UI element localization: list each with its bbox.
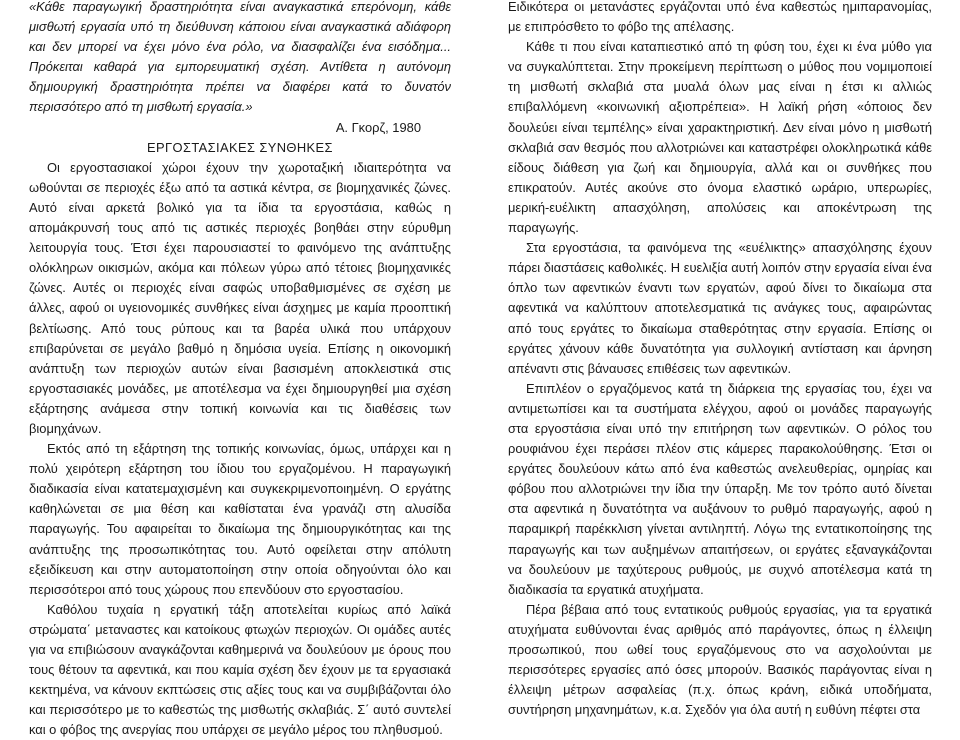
left-paragraph-1: Οι εργοστασιακοί χώροι έχουν την χωροταξική ιδιαιτερότητα να ωθούνται σε περιοχές έξω από τα αστικά κέντρα, σε βιομηχανικές ζώνες. Αυτό είναι αρκετά βολικό για τα ίδια τα εργοστάσια, καθώς η απομάκρυνσή τους από τις αστικές περιοχές βοηθάει στην εύρυθμη λειτουργία τους. Έτσι έχει παρουσιαστεί το φαινόμενο της ανάπτυξης ολόκληρων οικισμών, ακόμα και πόλεων γύρω από τέτοιες βιομηχανικές ζώνες. Αυτές οι περιοχές είναι σαφώς υποβαθμισμένες σε σχέση με άλλες, αφού οι υγειονομικές συνθήκες είναι άσχημες με καμία προοπτική βελτίωσης. Από τους ρύπους και τα βαρέα υλικά που υπάρχουν επιβαρύνεται σε μεγάλο βαθμό η δημόσια υγεία. Επίσης η οικονομική ανάπτυξη των περιοχών αυτών είναι βασισμένη αποκλειστικά στις εργοστασιακές μονάδες, με αποτέλεσμα να έχει δημιουργηθεί μια σχέση εξάρτησης ανάμεσα στην τοπική κοινωνία και τις διαθέσεις των βιομηχάνων. [29, 159, 451, 436]
right-column [508, 0, 932, 720]
epigraph-quote: «Κάθε παραγωγική δραστηριότητα είναι αναγκαστικά επερόνομη, κάθε μισθωτή εργασία υπό τη διεύθυνση κάποιου είναι αναγκαστικά αδιάφορη και δεν μπορεί να έχει μόνο ένα ρόλο, να διασφαλίζει ένα εισόδημα... Πρόκειται καθαρά για εμπορευματική σχέση. Αντίθετα η αυτόνομη δημιουργική δραστηριότητα πρέπει να διαφέρει κατά το δυνατόν περισσότερο από τη μισθωτή εργασία.» [29, 0, 451, 115]
left-column [29, 0, 451, 740]
quote-attribution: Α. Γκορζ, 1980 [335, 119, 421, 135]
right-paragraph-4: Επιπλέον ο εργαζόμενος κατά τη διάρκεια της εργασίας του, έχει να αντιμετωπίσει και τα συστήματα ελέγχου, αφού οι μονάδες παραγωγής στα εργοστάσια είναι υπό την επιτήρηση των αφεντικών. Ο ρόλος του ρουφιάνου έχει περάσει πλέον στις κάμερες παρακολούθησης. Έτσι οι εργάτες δουλεύουν κάτω από ένα καθεστώς ανελευθερίας, ομηρίας και φόβου που αλλοτριώνει την ίδια την ύπαρξη. Με τον τρόπο αυτό δίνεται στα αφεντικά η δυνατότητα να αυξάνουν το ρυθμό παραγωγής, αφού η παραμικρή παρέκκλιση γίνεται αντιληπτή. Λόγω της εντατικοποίησης της παραγωγής και των αυξημένων απαιτήσεων, οι εργάτες εξαναγκάζονται να δουλεύουν με ταχύτερους ρυθμούς, με συχνό αποτέλεσμα κατά τη διαδικασία τα εργατικά ατυχήματα. [508, 380, 932, 597]
right-paragraph-3: Στα εργοστάσια, τα φαινόμενα της «ευέλικτης» απασχόλησης έχουν πάρει διαστάσεις καθολικές. Η ευελιξία αυτή λοιπόν στην εργασία είναι ένα όπλο των αφεντικών έναντι των εργατών, αφού δίνει το δικαίωμα στα αφεντικά να καλύπτουν αποτελεσματικά τις ανάγκες τους, αφαιρώντας από τους εργάτες το δικαίωμα σταθερότητας στην εργασία. Επίσης οι εργάτες χάνουν κάθε δυνατότητα για συλλογική αντίσταση και άρνηση απέναντι στις βάναυσες επιθέσεις των αφεντικών. [508, 240, 932, 376]
left-paragraph-2: Εκτός από τη εξάρτηση της τοπικής κοινωνίας, όμως, υπάρχει και η πολύ χειρότερη εξάρτηση του ίδιου του εργαζομένου. Η παραγωγική διαδικασία είναι κατατεμαχισμένη και συγκεκριμενοποιημένη. Ο εργάτης καθηλώνεται σε μια θέση και καθίσταται ένα γρανάζι στη αλυσίδα παραγωγής. Του αφαιρείται το δικαίωμα της δημιουργικότητας και της ανάπτυξης της προσωπικότητας του. Αυτό οφείλεται στην απόλυτη εξειδίκευση και στην αυτοματοποίηση στην οποία οδηγούνται όλο και περισσότεροι από τους χώρους που επενδύουν στο εργοστασίου. [29, 441, 451, 597]
right-paragraph-1: Ειδικότερα οι μετανάστες εργάζονται υπό ένα καθεστώς ημιπαρανομίας, με επιπρόσθετο το φόβο της απέλασης. [508, 0, 932, 35]
right-paragraph-5: Πέρα βέβαια από τους εντατικούς ρυθμούς εργασίας, για τα εργατικά ατυχήματα ευθύνονται ένας αριθμός από παράγοντες, όπως η έλλειψη προσωπικού, που ωθεί τους εργαζόμενους στο να ασχολούνται με περισσότερες εργασίες από όσες μπορούν. Βασικός παράγοντας είναι η έλλειψη μέτρων ασφαλείας (π.χ. όπως κράνη, ειδικά υποδήματα, συντήρηση μηχανημάτων, κ.α. Σχεδόν για όλα αυτή η ευθύνη πέφτει στα [508, 601, 932, 718]
left-paragraph-3: Καθόλου τυχαία η εργατική τάξη αποτελείται κυρίως από λαϊκά στρώματα΄ μεταναστες και κατοίκους φτωχών περιοχών. Οι ομάδες αυτές για να επιβιώσουν αναγκάζονται καθημερινά να δουλεύουν με όρους που τους θέτουν τα αφεντικά, και που καμία σχέση δεν έχουν με τα εργασιακά κεκτημένα, να κάνουν εκπτώσεις στις αξίες τους και να συμβιβάζονται όλο και περισσότερο με το καθεστώς της μισθωτής σκλαβιάς. Σ΄ αυτό συντελεί και ο φόβος της ανεργίας που υπάρχει σε μεγάλο μέρος του πληθυσμού. [29, 601, 451, 738]
right-paragraph-2: Κάθε τι που είναι καταπιεστικό από τη φύση του, έχει κι ένα μύθο για να συγκαλύπτεται. Στην προκείμενη περίπτωση ο μύθος που νομιμοποιεί τη μισθωτή σκλαβιά στα μυαλά όλων μας είναι η έτσι κι αλλιώς επιβαλλόμενη «κοινωνική αξιοπρέπεια». Η λαϊκή ρήση «όποιος δεν δουλεύει είναι τεμπέλης» είναι χαρακτηριστική. Δεν είναι μόνο η μισθωτή σκλαβιά σαν θεσμός που αλλοτριώνει και καταστρέφει ολοκληρωτικά κάθε είδους διάθεση για ζωή και δημιουργία, αλλά και οι συνθήκες που επικρατούν. Αυτές ακούνε στο όνομα ελαστικό ωράριο, υπερωρίες, μερική-ευέλικτη απασχόληση, απολύσεις και αποκέντρωση της παραγωγής. [508, 39, 932, 236]
section-heading: ΕΡΓΟΣΤΑΣΙΑΚΕΣ ΣΥΝΘΗΚΕΣ [147, 139, 333, 155]
